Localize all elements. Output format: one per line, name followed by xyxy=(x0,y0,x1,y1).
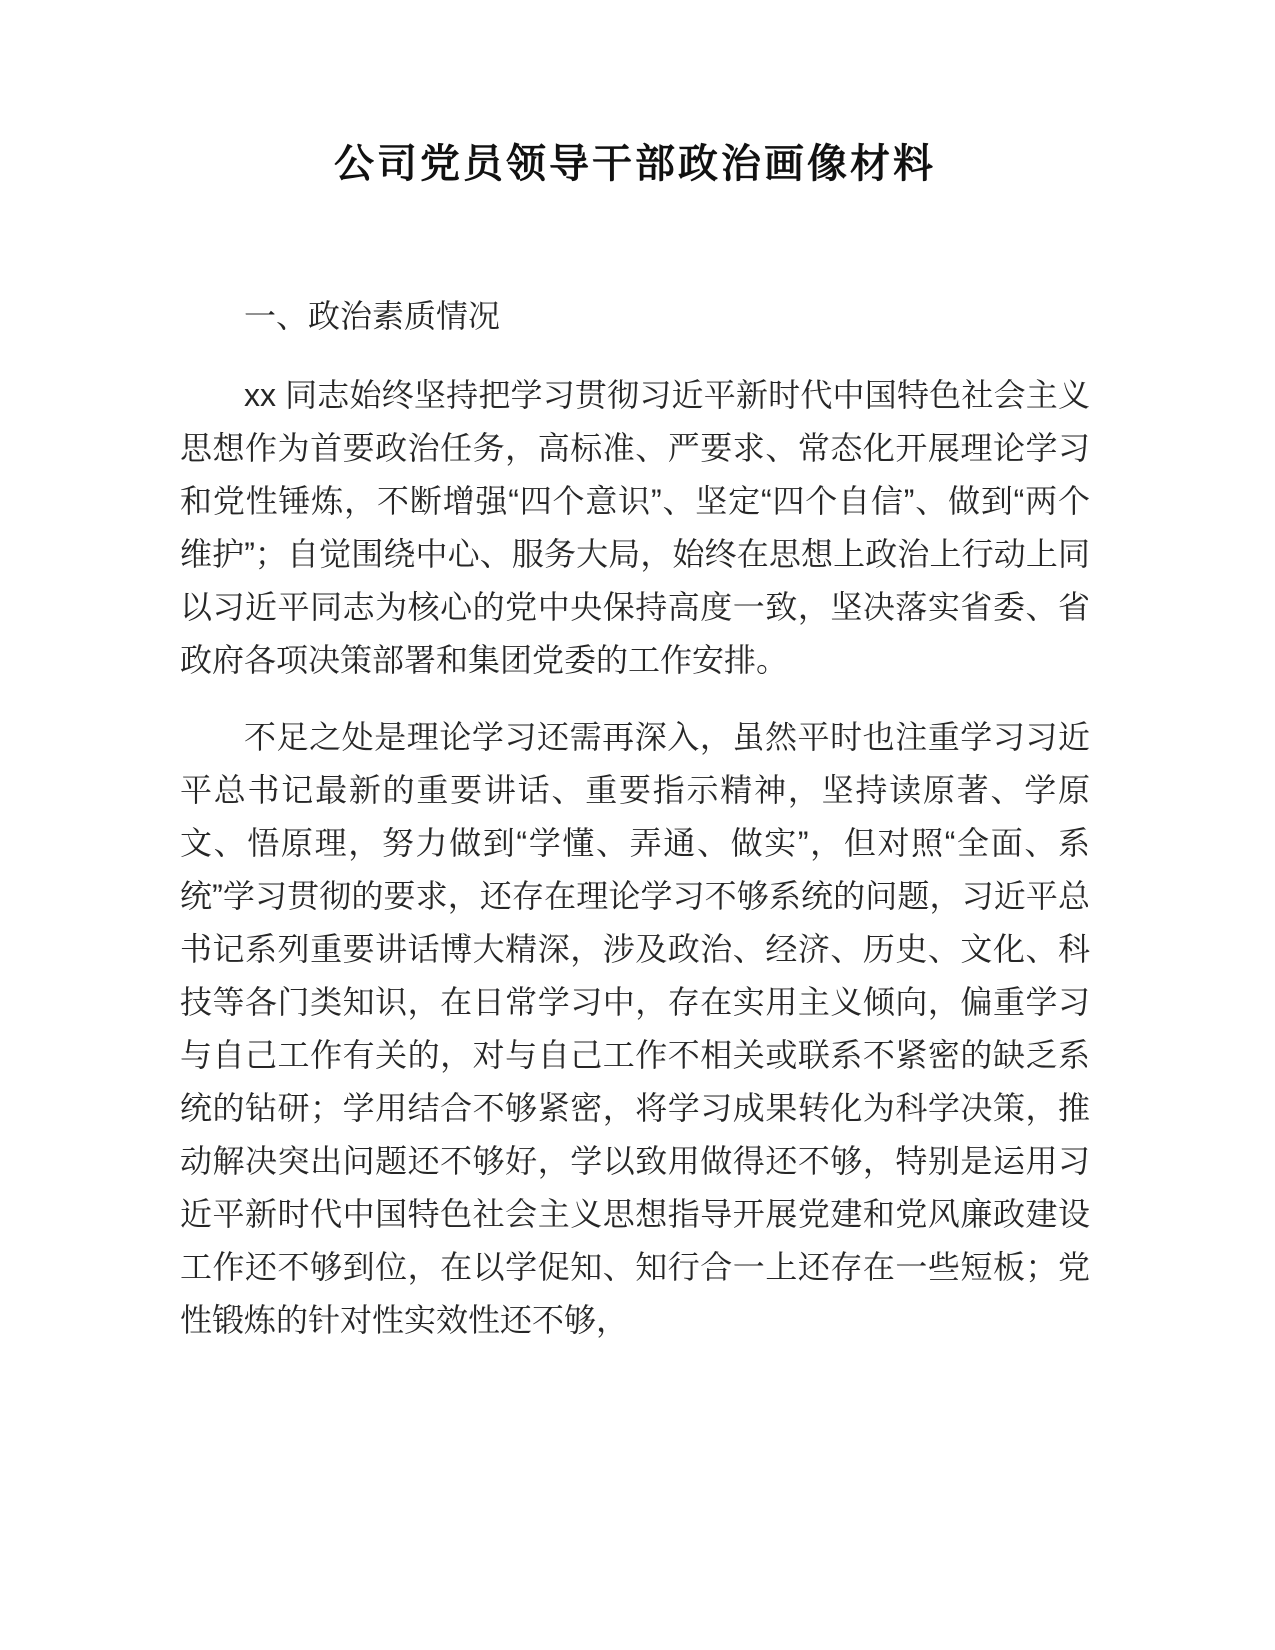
document-title: 公司党员领导干部政治画像材料 xyxy=(334,142,936,186)
paragraph-shortcomings: 不足之处是理论学习还需再深入，虽然平时也注重学习习近平总书记最新的重要讲话、重要指示精神，坚持读原著、学原文、悟原理，努力做到“学懂、弄通、做实”，但对照“全面、系统”学习贯彻的要求，还存在理论学习不够系统的问题，习近平总书记系列重要讲话博大精深，涉及政治、经济、历史、文化、科技等各门类知识，在日常学习中，存在实用主义倾向，偏重学习与自己工作有关的，对与自己工作不相关或联系不紧密的缺乏系统的钻研；学用结合不够紧密，将学习成果转化为科学决策，推动解决突出问题还不够好，学以致用做得还不够，特别是运用习近平新时代中国特色社会主义思想指导开展党建和党风廉政建设工作还不够到位，在以学促知、知行合一上还存在一些短板；党性锻炼的针对性实效性还不够， xyxy=(180,719,1090,1338)
section-heading: 一、政治素质情况 xyxy=(244,298,501,334)
paragraph-political-quality: xx 同志始终坚持把学习贯彻习近平新时代中国特色社会主义思想作为首要政治任务，高标准、严要求、常态化开展理论学习和党性锤炼，不断增强“四个意识”、坚定“四个自信”、做到“两个维护”；自觉围绕中心、服务大局，始终在思想上政治上行动上同以习近平同志为核心的党中央保持高度一致，坚决落实省委、省政府各项决策部署和集团党委的工作安排。 xyxy=(180,377,1090,678)
